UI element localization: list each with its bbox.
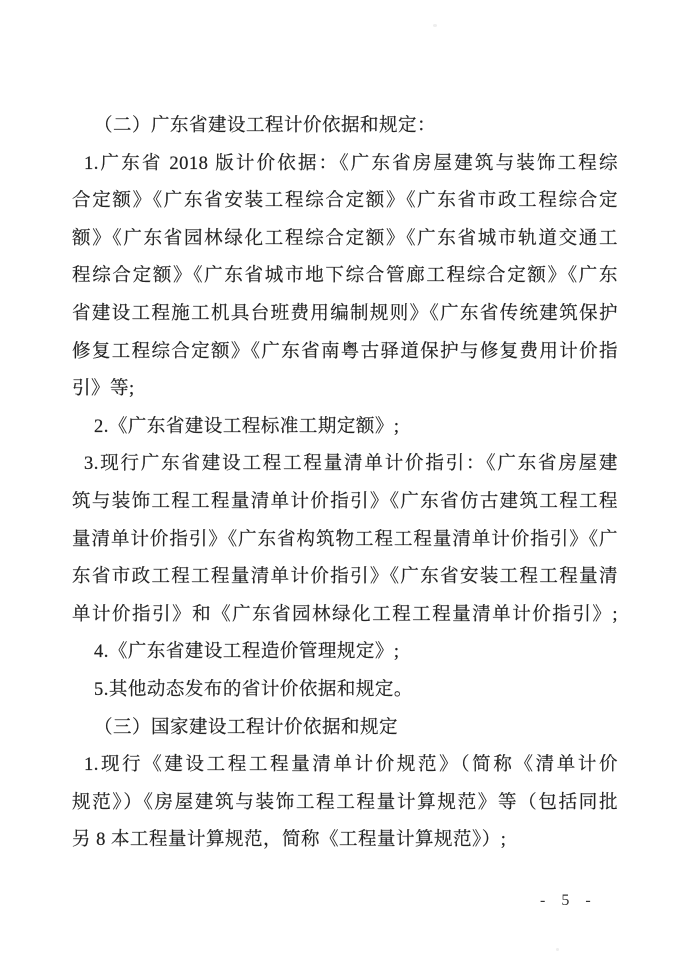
document-line: （三）国家建设工程计价依据和规定: [94, 717, 399, 738]
document-line: 量清单计价指引》《广东省构筑物工程工程量清单计价指引》《广: [72, 529, 618, 550]
document-line: 4.《广东省建设工程造价管理规定》;: [94, 642, 400, 663]
document-line: 修复工程综合定额》《广东省南粤古驿道保护与修复费用计价指: [72, 341, 618, 362]
document-line: 省建设工程施工机具台班费用编制规则》《广东省传统建筑保护: [72, 303, 618, 324]
document-line: 1.广东省 2018 版计价依据：《广东省房屋建筑与装饰工程综: [84, 153, 618, 174]
document-line: 另 8 本工程量计算规范，简称《工程量计算规范》）;: [72, 830, 507, 851]
document-line: 3.现行广东省建设工程工程量清单计价指引：《广东省房屋建: [84, 454, 618, 475]
document-line: 规范》）《房屋建筑与装饰工程工程量计算规范》等（包括同批: [72, 792, 618, 813]
document-line: 5.其他动态发布的省计价依据和规定。: [94, 679, 413, 700]
document-line: 额》《广东省园林绿化工程综合定额》《广东省城市轨道交通工: [72, 228, 618, 249]
document-line: 1.现行《建设工程工程量清单计价规范》（简称《清单计价: [84, 755, 618, 776]
document-line: 合定额》《广东省安装工程综合定额》《广东省市政工程综合定: [72, 191, 618, 212]
document-line: 2.《广东省建设工程标准工期定额》;: [94, 416, 400, 437]
document-line: 程综合定额》《广东省城市地下综合管廊工程综合定额》《广东: [72, 266, 618, 287]
document-text-block: [72, 108, 618, 860]
document-line: 引》等;: [72, 379, 135, 400]
document-line: 筑与装饰工程工程量清单计价指引》《广东省仿古建筑工程工程: [72, 491, 618, 512]
document-line: 单计价指引》和《广东省园林绿化工程工程量清单计价指引》;: [72, 604, 618, 625]
document-line: （二）广东省建设工程计价依据和规定：: [94, 116, 437, 136]
scan-artifact: [433, 24, 437, 27]
page-number: - 5 -: [540, 892, 597, 909]
document-line: 东省市政工程工程量清单计价指引》《广东省安装工程工程量清: [72, 567, 618, 588]
scan-artifact: [556, 948, 559, 951]
